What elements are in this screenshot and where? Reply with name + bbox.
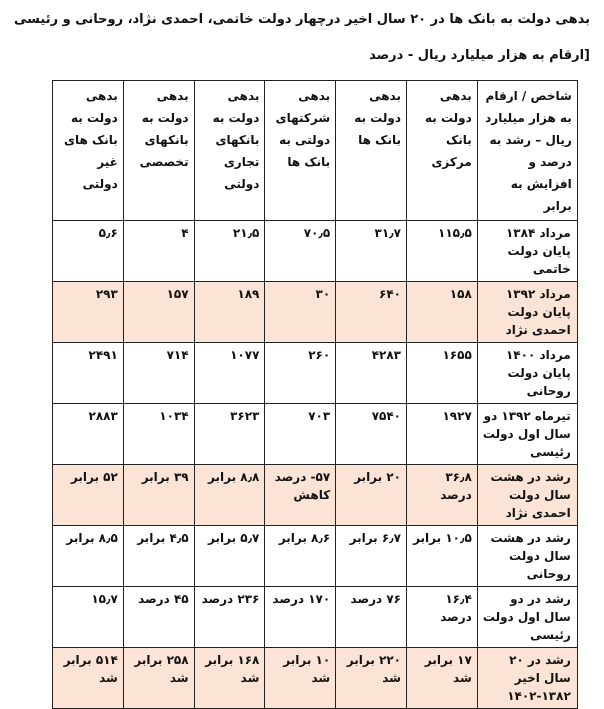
table-cell: ۱۶٫۴ درصد [406, 587, 477, 648]
header-banks: بدهی دولت به بانک ها [336, 81, 407, 221]
table-cell: ۵۲ برابر [53, 465, 124, 526]
table-cell: ۳۶٫۸ درصد [406, 465, 477, 526]
table-cell: ۴ [123, 221, 194, 282]
table-cell: ۵۷- درصد کاهش [265, 465, 336, 526]
table-cell: ۲۲۰ برابر شد [336, 648, 407, 709]
table-cell: ۱۰۷۷ [194, 343, 265, 404]
debt-table [52, 80, 578, 709]
table-cell: ۱۶۸ برابر شد [194, 648, 265, 709]
row-label: تیرماه ۱۳۹۲ دو سال اول دولت رئیسی [477, 404, 577, 465]
table-row [53, 282, 578, 343]
table-cell: ۱۰٫۵ برابر [406, 526, 477, 587]
header-indicator: شاخص / ارقام به هزار میلیارد ریال – رشد به درصد و افزایش به برابر [477, 81, 577, 221]
table-header-row [53, 81, 578, 221]
table-cell: ۱۷ برابر شد [406, 648, 477, 709]
table-cell: ۴٫۵ برابر [123, 526, 194, 587]
row-label: رشد در هشت سال دولت احمدی نژاد [477, 465, 577, 526]
table-cell: ۸٫۵ برابر [53, 526, 124, 587]
table-row [53, 404, 578, 465]
row-label: رشد در هشت سال دولت روحانی [477, 526, 577, 587]
document-title: بدهی دولت به بانک ها در ۲۰ سال اخیر درچهار دولت خاتمی، احمدی نژاد، روحانی و رئیسی [14, 12, 590, 27]
table-cell: ۱۵٫۷ [53, 587, 124, 648]
row-label: مرداد ۱۳۹۲ پایان دولت احمدی نژاد [477, 282, 577, 343]
table-cell: ۲۳۶ درصد [194, 587, 265, 648]
table-cell: ۳۹ برابر [123, 465, 194, 526]
table-cell: ۲۹۳ [53, 282, 124, 343]
table-cell: ۷۰٫۵ [265, 221, 336, 282]
table-cell: ۷۱۴ [123, 343, 194, 404]
table-cell: ۱۹۲۷ [406, 404, 477, 465]
table-cell: ۴۲۸۳ [336, 343, 407, 404]
table-cell: ۱۶۵۵ [406, 343, 477, 404]
table-row [53, 221, 578, 282]
table-cell: ۱۵۸ [406, 282, 477, 343]
table-cell: ۱۰۳۴ [123, 404, 194, 465]
header-central-bank: بدهی دولت به بانک مرکزی [406, 81, 477, 221]
table-cell: ۶٫۷ برابر [336, 526, 407, 587]
table-cell: ۱۵۷ [123, 282, 194, 343]
table-cell: ۲۸۸۳ [53, 404, 124, 465]
table-cell: ۴۵ درصد [123, 587, 194, 648]
table-cell: ۸٫۶ برابر [265, 526, 336, 587]
table-cell: ۵٫۶ [53, 221, 124, 282]
table-cell: ۵٫۷ برابر [194, 526, 265, 587]
table-row [53, 526, 578, 587]
table-cell: ۲۵۸ برابر شد [123, 648, 194, 709]
units-note: [ارقام به هزار میلیارد ریال - درصد [369, 48, 590, 63]
table-row [53, 648, 578, 709]
header-state-companies: بدهی شرکتهای دولتی به بانک ها [265, 81, 336, 221]
table-cell: ۲۱٫۵ [194, 221, 265, 282]
table-cell: ۲۶۰ [265, 343, 336, 404]
header-commercial-banks: بدهی دولت به بانکهای تجاری دولتی [194, 81, 265, 221]
table-cell: ۶۴۰ [336, 282, 407, 343]
table-cell: ۸٫۸ برابر [194, 465, 265, 526]
table-row [53, 343, 578, 404]
table-cell: ۲۰ برابر [336, 465, 407, 526]
table-cell: ۳۶۲۳ [194, 404, 265, 465]
table-cell: ۵۱۴ برابر شد [53, 648, 124, 709]
table-cell: ۳۱٫۷ [336, 221, 407, 282]
table-row [53, 465, 578, 526]
table-cell: ۷۰۳ [265, 404, 336, 465]
row-label: رشد در دو سال اول دولت رئیسی [477, 587, 577, 648]
table-cell: ۲۴۹۱ [53, 343, 124, 404]
table-cell: ۳۰ [265, 282, 336, 343]
row-label: رشد در ۲۰ سال اخیر ۱۳۸۲-۱۴۰۲ [477, 648, 577, 709]
row-label: مرداد ۱۴۰۰ پایان دولت روحانی [477, 343, 577, 404]
table-row [53, 587, 578, 648]
table-cell: ۷۵۴۰ [336, 404, 407, 465]
table-cell: ۱۷۰ درصد [265, 587, 336, 648]
table-cell: ۱۰ برابر شد [265, 648, 336, 709]
table-cell: ۱۸۹ [194, 282, 265, 343]
row-label: مرداد ۱۳۸۴ پایان دولت خاتمی [477, 221, 577, 282]
header-specialized-banks: بدهی دولت به بانکهای تخصصی [123, 81, 194, 221]
header-private-banks: بدهی دولت به بانک های غیر دولتی [53, 81, 124, 221]
table-cell: ۷۶ درصد [336, 587, 407, 648]
table-cell: ۱۱۵٫۵ [406, 221, 477, 282]
